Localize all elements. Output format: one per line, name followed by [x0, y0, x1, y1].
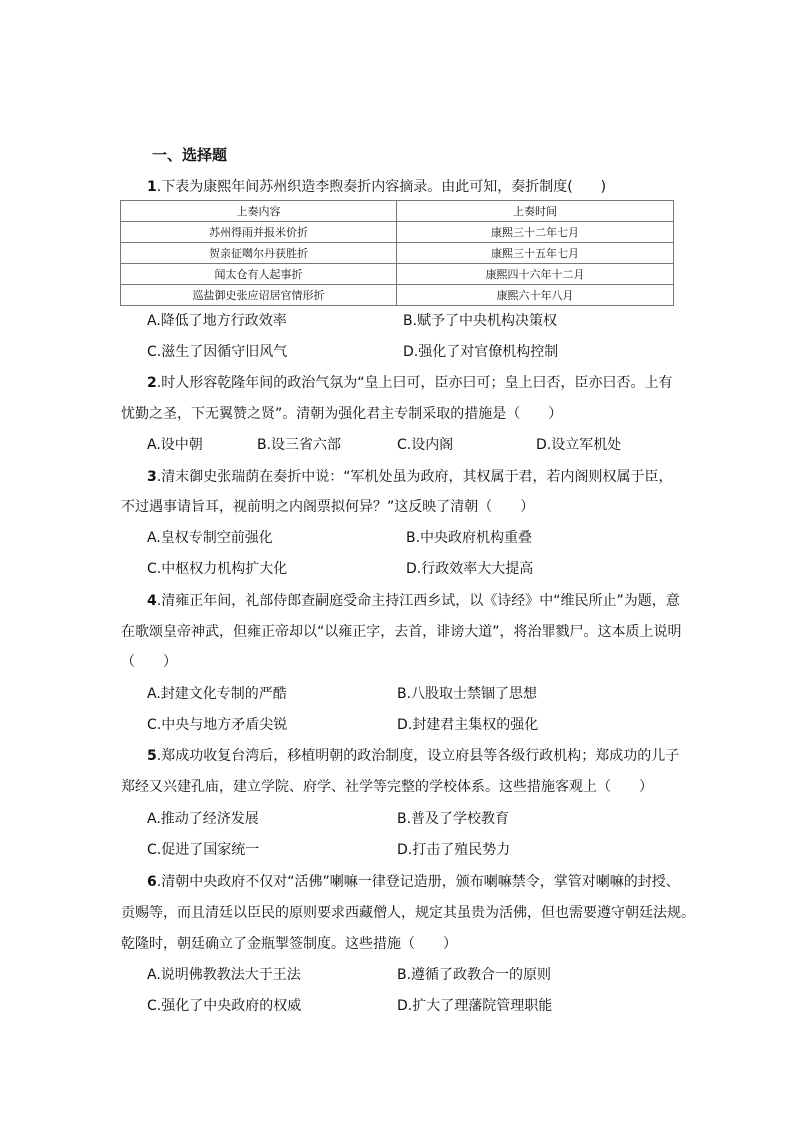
question-4-line-2: 在歌颂皇帝神武，但雍正帝却以“以雍正字，去首，诽谤大道”，将治罪戮尸。这本质上说明 [121, 624, 682, 640]
table-row [121, 264, 674, 285]
table-cell: 苏州得雨并报米价折 [121, 222, 397, 243]
option-d: D.行政效率大大提高 [406, 561, 534, 577]
table-cell: 贺亲征噶尔丹获胜折 [121, 243, 397, 264]
table-header-cell: 上奏时间 [397, 201, 674, 222]
question-4-line-1: 4.清雍正年间，礼部侍郎查嗣庭受命主持江西乡试，以《诗经》中“维民所止”为题，意 [147, 593, 680, 609]
option-d: D.打击了殖民势力 [397, 842, 511, 858]
option-b: B.设三省六部 [257, 437, 342, 453]
table-row [121, 222, 674, 243]
option-d: D.强化了对官僚机构控制 [403, 344, 559, 360]
option-b: B.遵循了政教合一的原则 [397, 967, 552, 983]
option-b: B.普及了学校教育 [397, 811, 510, 827]
option-d: D.扩大了理藩院管理职能 [397, 998, 553, 1014]
table-cell: 康熙三十五年七月 [397, 243, 674, 264]
option-a: A.皇权专制空前强化 [147, 530, 273, 546]
question-number: 2 [147, 375, 157, 391]
option-b: B.赋予了中央机构决策权 [403, 313, 558, 329]
option-b: B.中央政府机构重叠 [406, 530, 533, 546]
question-2-line-1: 2.时人形容乾隆年间的政治气氛为“皇上曰可，臣亦曰可；皇上曰否，臣亦曰否。上有 [147, 375, 673, 391]
question-6-line-1: 6.清朝中央政府不仅对“活佛”喇嘛一律登记造册，颁布喇嘛禁令，掌管对喇嘛的封授、 [147, 874, 680, 890]
question-1-line-1: 1.下表为康熙年间苏州织造李煦奏折内容摘录。由此可知，奏折制度( ) [147, 179, 607, 195]
option-b: B.八股取士禁锢了思想 [397, 686, 538, 702]
question-6-line-3: 乾隆时，朝廷确立了金瓶掣签制度。这些措施（ ） [121, 936, 457, 952]
question-2-line-2: 忧勤之圣，下无翼赞之贤”。清朝为强化君主专制采取的措施是（ ） [121, 406, 563, 422]
table-cell: 康熙四十六年十二月 [397, 264, 674, 285]
question-5-line-1: 5.郑成功收复台湾后，移植明朝的政治制度，设立府县等各级行政机构；郑成功的儿子 [147, 748, 680, 764]
option-d: D.封建君主集权的强化 [397, 717, 539, 733]
question-5-line-2: 郑经又兴建孔庙，建立学院、府学、社学等完整的学校体系。这些措施客观上（ ） [121, 779, 653, 795]
question-3-line-2: 不过遇事请旨耳，视前明之内阁票拟何异？”这反映了清朝（ ） [121, 499, 535, 515]
table-header-cell: 上奏内容 [121, 201, 397, 222]
question-number: 6 [147, 874, 157, 890]
option-c: C.中枢权力机构扩大化 [147, 561, 288, 577]
option-c: C.强化了中央政府的权威 [147, 998, 302, 1014]
question-3-line-1: 3.清末御史张瑞荫在奏折中说：“军机处虽为政府，其权属于君，若内阁则权属于臣， [147, 469, 673, 485]
option-c: C.促进了国家统一 [147, 842, 260, 858]
question-6-line-2: 贡赐等，而且清廷以臣民的原则要求西藏僧人，规定其虽贵为活佛，但也需要遵守朝廷法规。 [121, 905, 695, 921]
table-cell: 闻太仓有人起事折 [121, 264, 397, 285]
option-c: C.滋生了因循守旧风气 [147, 344, 288, 360]
option-a: A.降低了地方行政效率 [147, 313, 287, 329]
option-a: A.封建文化专制的严酷 [147, 686, 287, 702]
option-d: D.设立军机处 [536, 437, 622, 453]
question-number: 3 [147, 469, 157, 485]
option-a: A.说明佛教教法大于王法 [147, 967, 301, 983]
option-a: A.设中朝 [147, 437, 203, 453]
memorial-table [120, 200, 674, 306]
table-row [121, 243, 674, 264]
option-c: C.中央与地方矛盾尖锐 [147, 717, 288, 733]
question-4-line-3: （ ） [121, 654, 177, 670]
table-header-row [121, 201, 674, 222]
table-row [121, 285, 674, 306]
table-cell: 巡盐御史张应诏居官情形折 [121, 285, 397, 306]
table-cell: 康熙三十二年七月 [397, 222, 674, 243]
option-c: C.设内阁 [397, 437, 454, 453]
section-title: 一、选择题 [152, 146, 228, 164]
table-cell: 康熙六十年八月 [397, 285, 674, 306]
question-number: 1 [147, 179, 157, 195]
option-a: A.推动了经济发展 [147, 811, 259, 827]
question-number: 4 [147, 593, 157, 609]
question-number: 5 [147, 748, 157, 764]
